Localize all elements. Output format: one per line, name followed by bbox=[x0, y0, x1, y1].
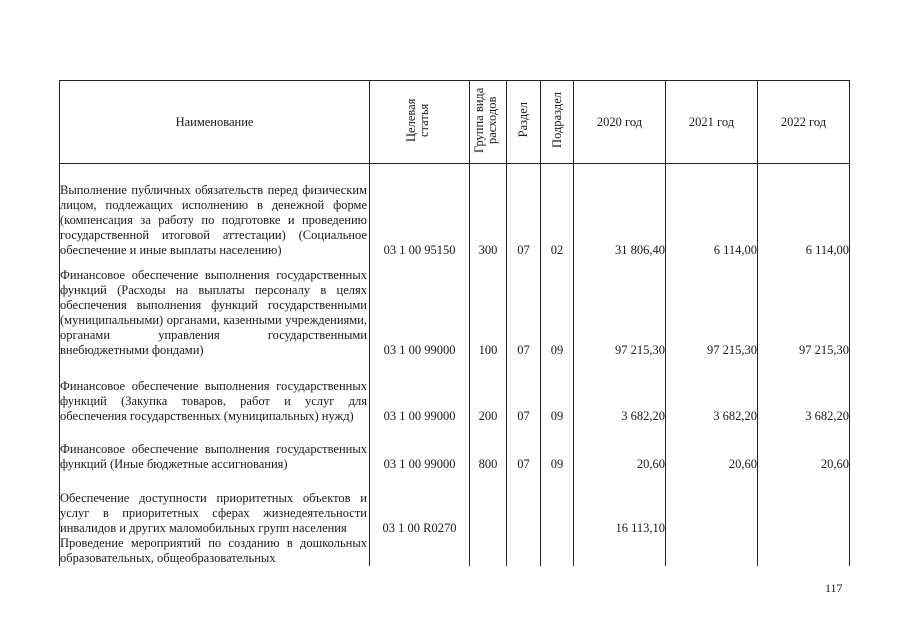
row-article: 03 1 00 95150 bbox=[370, 164, 470, 258]
table-row bbox=[60, 536, 850, 566]
table-row bbox=[60, 258, 850, 358]
header-section: Раздел bbox=[507, 81, 541, 164]
row-2020: 31 806,40 bbox=[574, 164, 666, 258]
row-group: 800 bbox=[470, 424, 507, 472]
row-group bbox=[470, 536, 507, 566]
row-group: 300 bbox=[470, 164, 507, 258]
row-article: 03 1 00 99000 bbox=[370, 424, 470, 472]
row-subsection bbox=[541, 536, 574, 566]
row-subsection: 09 bbox=[541, 258, 574, 358]
row-2020: 20,60 bbox=[574, 424, 666, 472]
row-name: Финансовое обеспечение выполнения государственных функций (Иные бюджетные ассигнования) bbox=[60, 424, 370, 472]
row-2021 bbox=[666, 472, 758, 536]
row-2020: 16 113,10 bbox=[574, 472, 666, 536]
row-name: Финансовое обеспечение выполнения государственных функций (Закупка товаров, работ и услуг для обеспечения государственных (муниципальных) нужд) bbox=[60, 358, 370, 424]
row-article: 03 1 00 99000 bbox=[370, 258, 470, 358]
row-2020: 97 215,30 bbox=[574, 258, 666, 358]
row-subsection: 02 bbox=[541, 164, 574, 258]
row-section: 07 bbox=[507, 164, 541, 258]
row-2021: 97 215,30 bbox=[666, 258, 758, 358]
row-2022: 97 215,30 bbox=[758, 258, 850, 358]
header-2020: 2020 год bbox=[574, 81, 666, 164]
row-subsection: 09 bbox=[541, 358, 574, 424]
row-2021 bbox=[666, 536, 758, 566]
row-group bbox=[470, 472, 507, 536]
row-group: 200 bbox=[470, 358, 507, 424]
row-article: 03 1 00 99000 bbox=[370, 358, 470, 424]
row-section: 07 bbox=[507, 258, 541, 358]
header-target-article: Целевая статья bbox=[370, 81, 470, 164]
table-row bbox=[60, 424, 850, 472]
row-2022: 20,60 bbox=[758, 424, 850, 472]
row-2022: 6 114,00 bbox=[758, 164, 850, 258]
row-name: Выполнение публичных обязательств перед физическим лицом, подлежащих исполнению в денежной форме (компенсация за работу по подготовке и проведению государственной итоговой аттестации) (Социальное обеспечение и иные выплаты населению) bbox=[60, 164, 370, 258]
row-2022 bbox=[758, 536, 850, 566]
row-2021: 3 682,20 bbox=[666, 358, 758, 424]
header-name: Наименование bbox=[60, 81, 370, 164]
table-row bbox=[60, 358, 850, 424]
header-subsection: Подраздел bbox=[541, 81, 574, 164]
row-2022: 3 682,20 bbox=[758, 358, 850, 424]
row-name: Финансовое обеспечение выполнения государственных функций (Расходы на выплаты персоналу в целях обеспечения выполнения функций государственными (муниципальными) органами, казенными учреждениями, органами управления государственными внебюджетными фондами) bbox=[60, 258, 370, 358]
row-article: 03 1 00 R0270 bbox=[370, 472, 470, 536]
table-row bbox=[60, 164, 850, 258]
page-number: 117 bbox=[825, 581, 843, 595]
row-2021: 20,60 bbox=[666, 424, 758, 472]
row-subsection bbox=[541, 472, 574, 536]
header-2022: 2022 год bbox=[758, 81, 850, 164]
header-2021: 2021 год bbox=[666, 81, 758, 164]
header-expense-group: Группа вида расходов bbox=[470, 81, 507, 164]
row-section bbox=[507, 472, 541, 536]
header-row bbox=[60, 81, 850, 164]
row-2022 bbox=[758, 472, 850, 536]
row-2020 bbox=[574, 536, 666, 566]
row-2021: 6 114,00 bbox=[666, 164, 758, 258]
table-row bbox=[60, 472, 850, 536]
row-section: 07 bbox=[507, 424, 541, 472]
row-section: 07 bbox=[507, 358, 541, 424]
row-article bbox=[370, 536, 470, 566]
row-2020: 3 682,20 bbox=[574, 358, 666, 424]
row-name: Проведение мероприятий по созданию в дошкольных образовательных, общеобразовательных bbox=[60, 536, 370, 566]
row-section bbox=[507, 536, 541, 566]
budget-table bbox=[59, 80, 850, 566]
row-group: 100 bbox=[470, 258, 507, 358]
row-name: Обеспечение доступности приоритетных объектов и услуг в приоритетных сферах жизнедеятельности инвалидов и других маломобильных групп населения bbox=[60, 472, 370, 536]
row-subsection: 09 bbox=[541, 424, 574, 472]
